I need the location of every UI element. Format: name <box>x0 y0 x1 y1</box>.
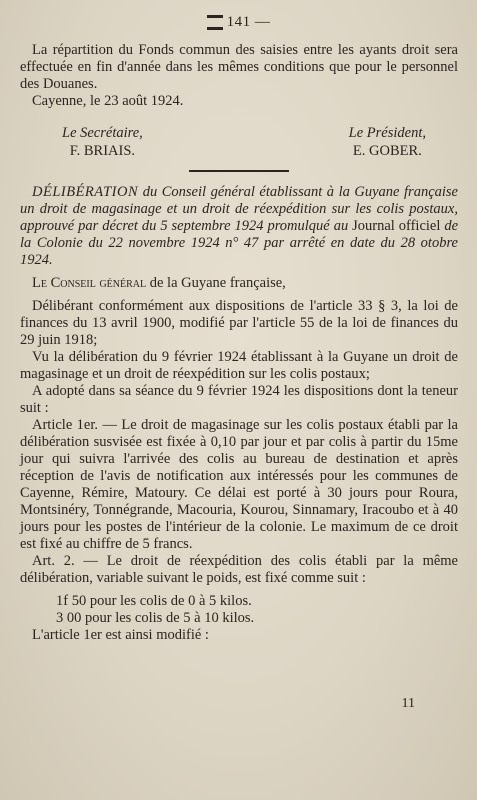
footer-signature-mark: 11 <box>401 696 415 711</box>
paragraph-adopte: A adopté dans sa séance du 9 février 1924 les dispositions dont la teneur suit : <box>20 383 458 416</box>
article-2: Art. 2. — Le droit de réexpédition des colis établi par la même délibération, variable suivant le poids, est fixé comme suit : <box>20 553 458 586</box>
deliberation-head-word: DÉLIBÉRATION <box>32 184 139 200</box>
signature-block <box>62 124 426 160</box>
secretary-name: F. BRIAIS. <box>69 143 136 159</box>
paragraph-deliberant: Délibérant conformément aux dispositions de l'article 33 § 3, la loi de finances du 13 avril 1900, modifié par l'article 55 de la loi de finances du 29 juin 1918; <box>20 298 458 348</box>
deliberation-journal: Journal officiel <box>352 218 441 234</box>
article-modified-line: L'article 1er est ainsi modifié : <box>32 627 209 643</box>
secretary-title: Le Secrétaire, <box>62 125 143 141</box>
deliberation-text-1: du Conseil général établissant à la Guyane française un droit de magasinage et un droit de réexpédition sur les colis postaux, approuvé par décret du 5 septembre 1924 promulqué au <box>20 184 458 234</box>
deliberation-text-2: de la Colonie du 22 novembre 1924 n° 47 par arrêté en date du 28 otobre 1924. <box>20 218 459 268</box>
president-title: Le Président, <box>348 125 426 141</box>
amount-line-2: 3 00 pour les colis de 5 à 10 kilos. <box>56 610 255 626</box>
deliberation-heading <box>20 184 458 269</box>
intro-paragraph: La répartition du Fonds commun des saisies entre les ayants droit sera effectuée en fin d'année dans les mêmes conditions que pour le personnel des Douanes. <box>20 42 458 92</box>
amount-line-1: 1f 50 pour les colis de 0 à 5 kilos. <box>56 593 252 609</box>
page-header <box>0 14 477 31</box>
council-name: Le Conseil général <box>32 275 147 291</box>
president-name: E. GOBER. <box>352 143 422 159</box>
signature-president <box>349 124 426 160</box>
council-rest: de la Guyane française, <box>146 275 286 291</box>
page-body <box>20 42 458 644</box>
council-line <box>20 275 458 292</box>
page-number: 141 — <box>226 14 271 30</box>
article-1: Article 1er. — Le droit de magasinage sur les colis postaux établi par la délibération susvisée est fixée à 0,10 par jour et par colis à partir du 15me jour qui suivra l'arrivée des colis au bureau de destination et après réception de l'avis de notification aux intéressés pour les communes de Cayenne, Rémire, Matoury. Ce délai est porté à 30 jours pour Roura, Montsinéry, Tonnégrande, Macouria, Kourou, Sinnamary, Iracoubo et à 40 jours pour les postes de l'intérieur de la colonie. Le maximum de ce droit est fixé au chiffre de 5 francs. <box>20 417 458 552</box>
header-ornament <box>207 15 223 30</box>
signature-secretary <box>62 124 143 160</box>
place-date: Cayenne, le 23 août 1924. <box>32 93 184 109</box>
paragraph-vu: Vu la délibération du 9 février 1924 établissant à la Guyane un droit de magasinage et un droit de réexpédition sur les colis postaux; <box>20 349 458 382</box>
section-divider <box>189 170 289 172</box>
